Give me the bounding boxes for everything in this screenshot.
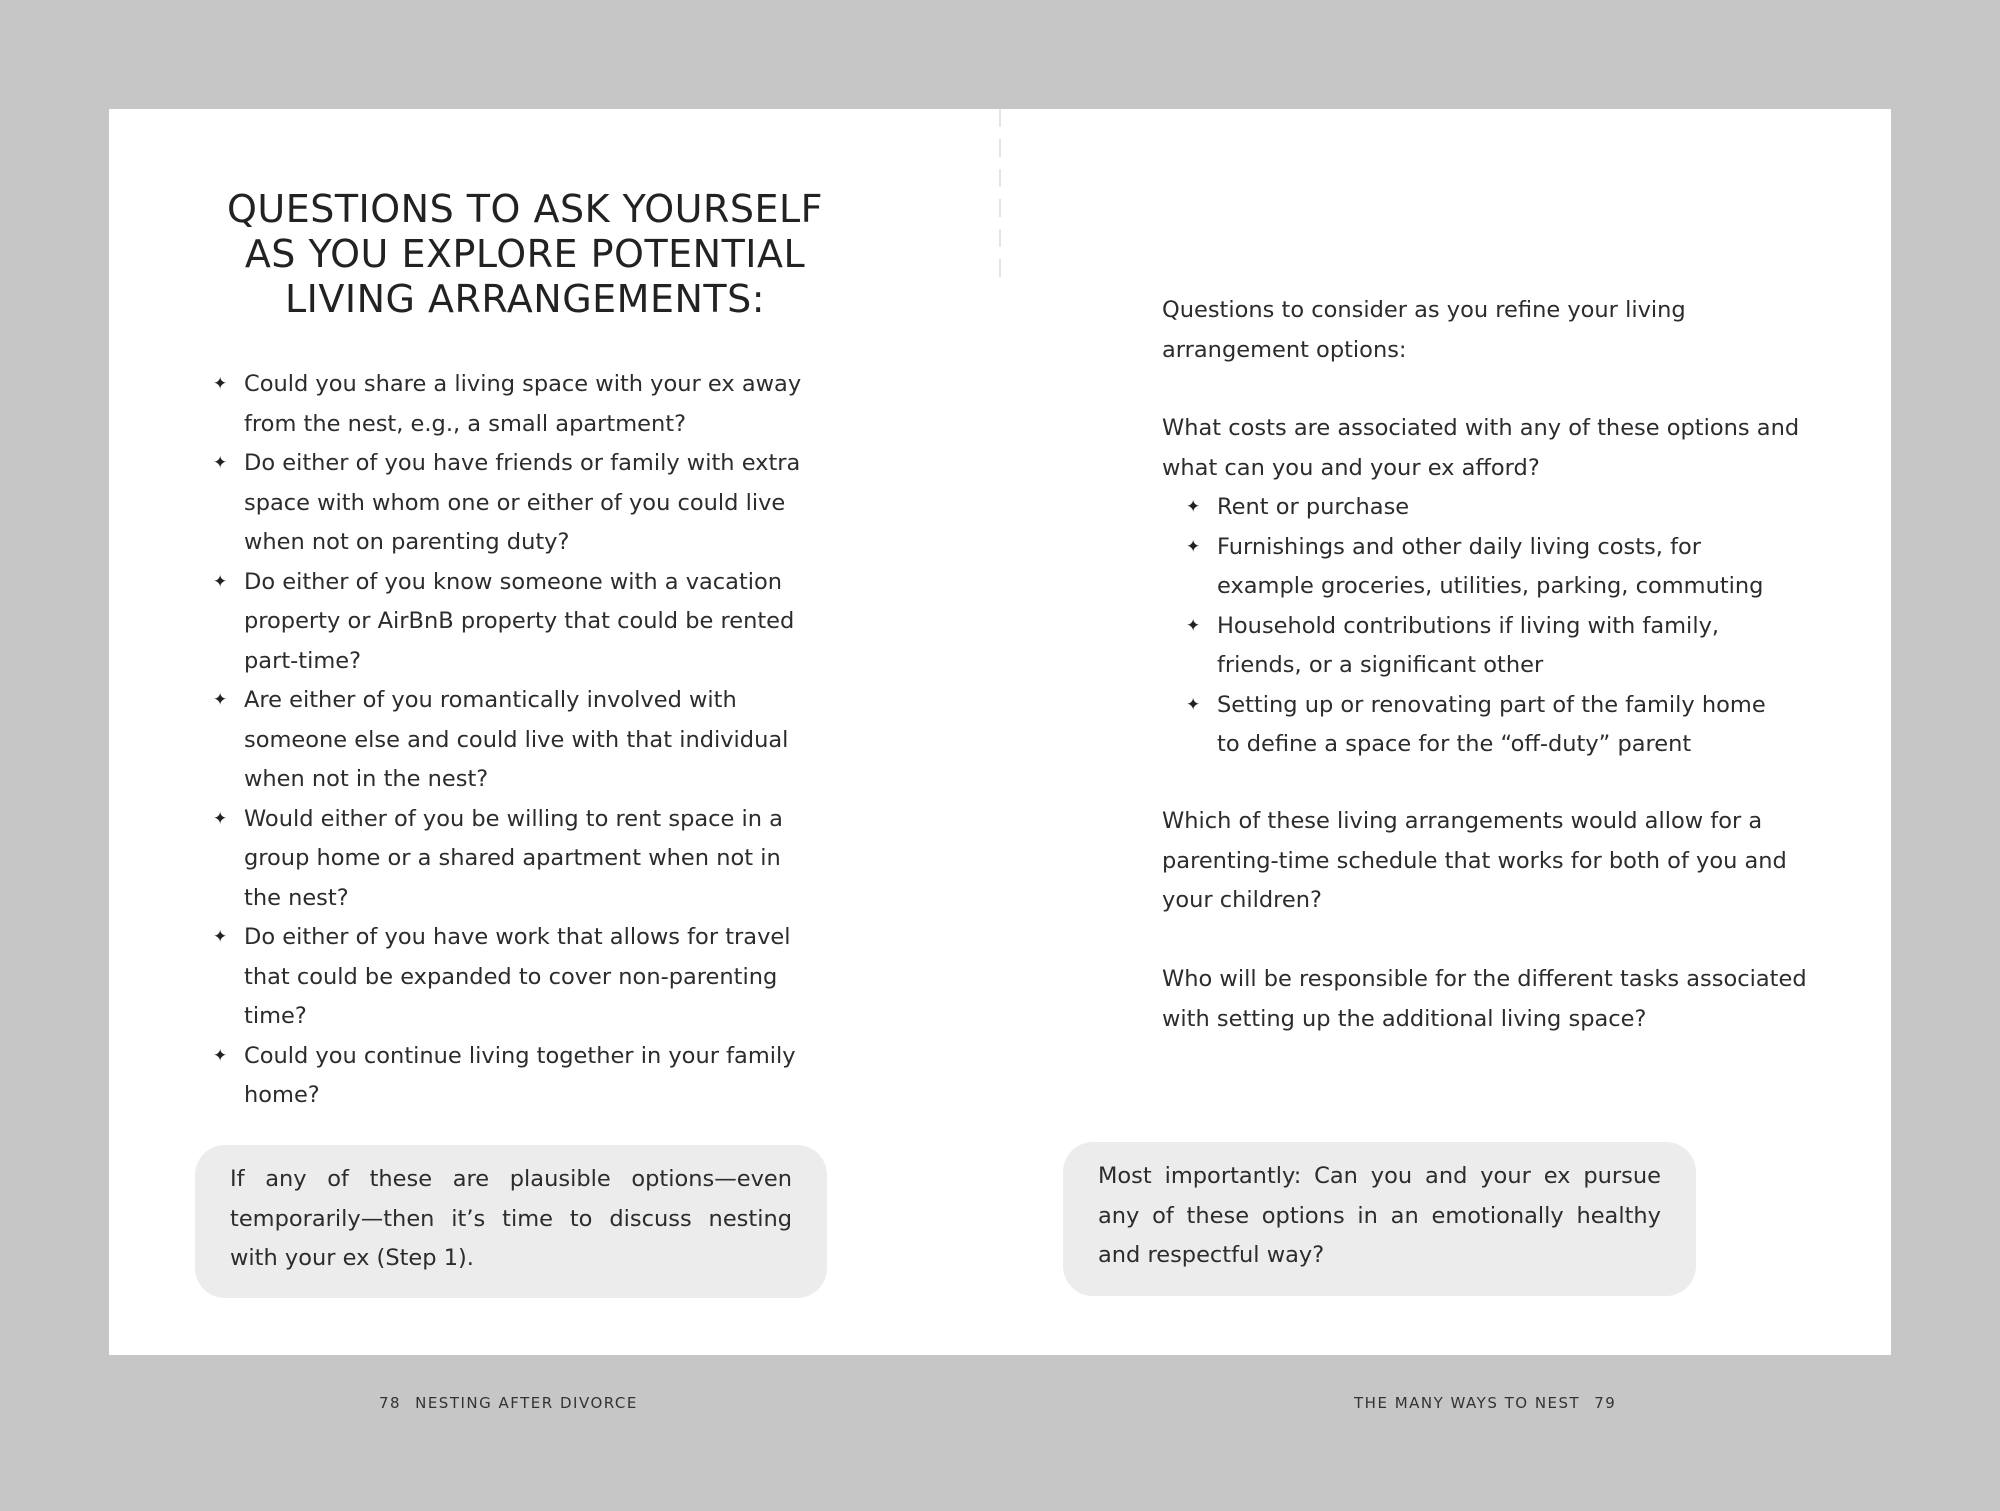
intro-text: Questions to consider as you refine your living arrangement options: [1162,297,1686,363]
cost-list [1186,488,1786,765]
left-footer [379,1394,638,1412]
four-point-star-icon: ✦ [213,571,228,592]
heading-line: AS YOU EXPLORE POTENTIAL [244,232,806,276]
list-item-text: Could you share a living space with your ex away from the nest, e.g., a small apartment? [244,371,802,437]
list-item-text: Could you continue living together in your family home? [244,1042,796,1108]
four-point-star-icon: ✦ [213,453,228,473]
tasks-question: Who will be responsible for the different tasks associated with setting up the additional living space? [1162,966,1807,1032]
left-page [109,109,1000,1355]
list-item-text: Household contributions if living with family, friends, or a significant other [1217,612,1720,678]
four-point-star-icon: ✦ [1186,497,1201,517]
list-item [1186,686,1786,765]
list-item-text: Do either of you know someone with a vacation property or AirBnB property that could be rented part-time? [244,568,795,674]
gutter-crease [999,109,1001,284]
list-item-text: Furnishings and other daily living costs, for example groceries, utilities, parking, commuting [1217,533,1764,599]
list-item [213,681,813,800]
page-heading [205,187,845,322]
list-item [1186,528,1786,607]
list-item-text: Do either of you have friends or family with extra space with whom one or either of you could live when not on parenting duty? [244,450,801,555]
four-point-star-icon: ✦ [1186,615,1201,636]
list-item [213,1037,813,1116]
book-spread [109,109,1891,1355]
list-item [213,444,813,563]
question-list [213,365,813,1116]
list-item-text: Setting up or renovating part of the family home to define a space for the “off-duty” parent [1217,691,1766,757]
four-point-star-icon: ✦ [213,927,228,947]
list-item [213,563,813,682]
page-number: 79 [1594,1394,1617,1412]
page-number: 78 [379,1394,402,1412]
callout-box: Most importantly: Can you and your ex pursue any of these options in an emotionally healthy and respectful way? [1063,1142,1696,1296]
list-item-text: Are either of you romantically involved with someone else and could live with that individual when not in the nest? [244,687,789,792]
running-head: THE MANY WAYS TO NEST [1354,1394,1581,1412]
list-item [213,918,813,1037]
four-point-star-icon: ✦ [1186,536,1201,557]
list-item [1186,488,1786,528]
list-item [213,800,813,919]
list-item-text: Rent or purchase [1217,494,1410,520]
heading-line: QUESTIONS TO ASK YOURSELF [226,187,824,231]
four-point-star-icon: ✦ [1186,694,1201,715]
four-point-star-icon: ✦ [213,374,228,394]
four-point-star-icon: ✦ [213,690,228,710]
running-head: NESTING AFTER DIVORCE [415,1394,638,1412]
heading-line: LIVING ARRANGEMENTS: [284,277,766,321]
list-item [213,365,813,444]
list-item-text: Would either of you be willing to rent space in a group home or a shared apartment when not in the nest? [244,805,783,911]
costs-question: What costs are associated with any of these options and what can you and your ex afford? [1162,415,1800,481]
right-footer [1354,1394,1616,1412]
list-item [1186,607,1786,686]
four-point-star-icon: ✦ [213,1045,228,1066]
four-point-star-icon: ✦ [213,808,228,829]
schedule-question: Which of these living arrangements would allow for a parenting-time schedule that works for both of you and your children? [1162,808,1787,913]
callout-box: If any of these are plausible options—even temporarily—then it’s time to discuss nesting with your ex (Step 1). [195,1145,827,1298]
right-page [1000,109,1891,1355]
list-item-text: Do either of you have work that allows for travel that could be expanded to cover non-parenting time? [244,924,791,1029]
